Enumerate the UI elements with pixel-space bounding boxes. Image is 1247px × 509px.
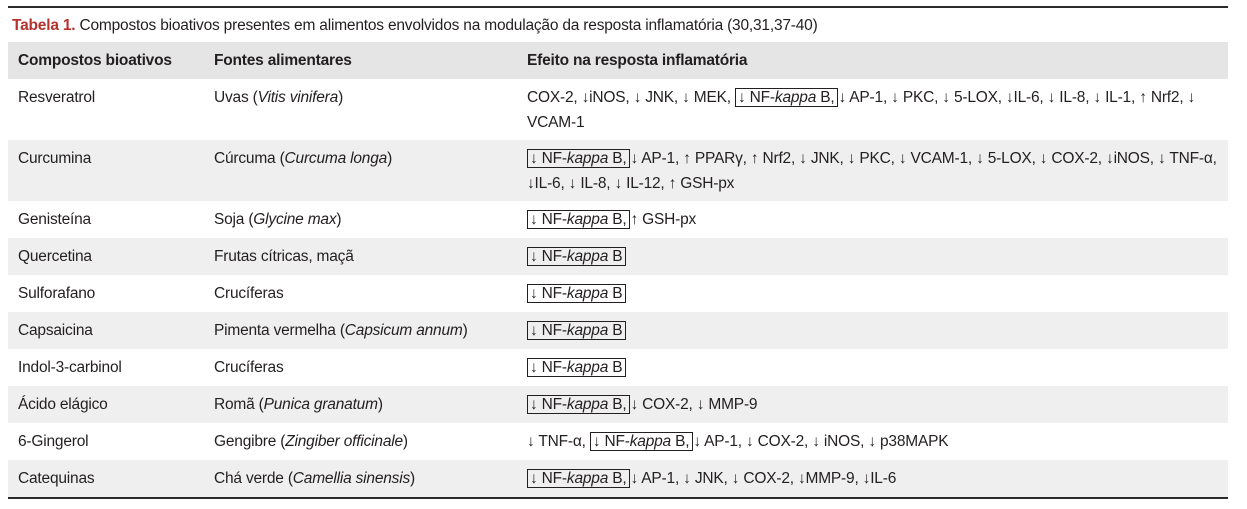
effect-cell — [517, 201, 1228, 238]
effect-cell — [517, 140, 1228, 201]
nf-arrow: ↓ NF- — [530, 396, 567, 413]
nf-kappa: kappa — [566, 322, 609, 339]
compound-cell: Capsaicina — [18, 322, 93, 339]
nf-b: B, — [670, 433, 690, 450]
compound-cell: Ácido elágico — [18, 396, 108, 413]
nf-b: B, — [608, 150, 627, 167]
nf-kappa-b-box — [735, 88, 838, 107]
nf-arrow: ↓ NF- — [530, 211, 567, 228]
source-close: ) — [402, 433, 408, 450]
nf-kappa: kappa — [566, 285, 609, 302]
effect-cell — [517, 312, 1228, 349]
nf-kappa-b-box — [527, 210, 630, 229]
compounds-table — [8, 42, 1228, 499]
effect-cell — [517, 238, 1228, 275]
nf-kappa-b-box — [590, 432, 693, 451]
nf-kappa: kappa — [566, 248, 609, 265]
effect-post: ↑ GSH-px — [630, 211, 697, 228]
source-text: Uvas ( — [214, 89, 258, 106]
nf-kappa-b-box — [527, 149, 630, 168]
nf-kappa: kappa — [774, 89, 817, 106]
source-species: Vitis vinifera — [257, 89, 339, 106]
table-row — [8, 275, 1228, 312]
nf-arrow: ↓ NF- — [530, 322, 567, 339]
table-row — [8, 140, 1228, 201]
table-header-row — [8, 42, 1228, 79]
source-cell — [204, 460, 517, 498]
compound-cell: Quercetina — [18, 248, 92, 265]
source-cell — [204, 201, 517, 238]
compound-cell: 6-Gingerol — [18, 433, 89, 450]
source-cell — [204, 275, 517, 312]
source-text: Chá verde ( — [214, 470, 293, 487]
table-row — [8, 201, 1228, 238]
nf-kappa-b-box — [527, 469, 630, 488]
nf-kappa-b-box — [527, 358, 626, 377]
nf-kappa-b-box — [527, 247, 626, 266]
effect-cell — [517, 423, 1228, 460]
nf-b: B, — [608, 470, 627, 487]
source-text: Frutas cítricas, maçã — [214, 248, 354, 265]
effect-pre: ↓ TNF-α, — [527, 433, 586, 450]
source-species: Capsicum annum — [344, 322, 463, 339]
caption-text: Compostos bioativos presentes em alimentos envolvidos na modulação da resposta inflamatória (30,31,37-40) — [79, 17, 818, 34]
source-close: ) — [336, 211, 342, 228]
effect-post: ↓ COX-2, ↓ MMP-9 — [630, 396, 758, 413]
nf-kappa-b-box — [527, 321, 626, 340]
nf-b: B — [608, 322, 623, 339]
nf-b: B — [608, 359, 623, 376]
caption-label: Tabela 1. — [12, 17, 76, 34]
effect-cell — [517, 386, 1228, 423]
nf-b: B, — [608, 211, 627, 228]
effect-cell — [517, 79, 1228, 140]
top-rule — [8, 6, 1228, 8]
source-cell — [204, 423, 517, 460]
effect-post: ↓ AP-1, ↓ COX-2, ↓ iNOS, ↓ p38MAPK — [693, 433, 949, 450]
nf-kappa: kappa — [629, 433, 671, 450]
effect-pre: COX-2, ↓iNOS, ↓ JNK, ↓ MEK, — [527, 89, 731, 106]
compound-cell: Indol-3-carbinol — [18, 359, 122, 376]
effect-cell — [517, 349, 1228, 386]
source-cell — [204, 312, 517, 349]
nf-arrow: ↓ NF- — [530, 150, 567, 167]
header-sources: Fontes alimentares — [214, 51, 352, 69]
table-row — [8, 423, 1228, 460]
source-species: Curcuma longa — [284, 150, 388, 167]
nf-kappa: kappa — [566, 396, 609, 413]
source-cell — [204, 349, 517, 386]
source-close: ) — [387, 150, 393, 167]
nf-arrow: ↓ NF- — [530, 359, 567, 376]
table-caption — [12, 14, 818, 38]
nf-kappa-b-box — [527, 395, 630, 414]
compound-cell: Sulforafano — [18, 285, 96, 302]
table-row — [8, 79, 1228, 140]
source-text: Pimenta vermelha ( — [214, 322, 345, 339]
source-close: ) — [377, 396, 383, 413]
nf-b: B, — [816, 89, 835, 106]
nf-arrow: ↓ NF- — [530, 248, 567, 265]
compound-cell: Resveratrol — [18, 89, 96, 106]
table-row — [8, 460, 1228, 498]
table-body — [8, 79, 1228, 498]
nf-arrow: ↓ NF- — [530, 285, 567, 302]
nf-b: B — [608, 285, 623, 302]
table-row — [8, 386, 1228, 423]
nf-kappa: kappa — [566, 150, 609, 167]
nf-kappa-b-box — [527, 284, 626, 303]
compound-cell: Genisteína — [18, 211, 91, 228]
effect-post: ↓ AP-1, ↓ PKC, ↓ 5-LOX, ↓IL-6, ↓ IL-8, ↓ IL-1, ↑ Nrf2, ↓ VCAM-1 — [527, 89, 1196, 131]
effect-cell — [517, 275, 1228, 312]
source-text: Romã ( — [214, 396, 264, 413]
table-row — [8, 349, 1228, 386]
effect-cell — [517, 460, 1228, 498]
source-cell — [204, 238, 517, 275]
table-row — [8, 312, 1228, 349]
source-text: Crucíferas — [214, 359, 284, 376]
source-text: Gengibre ( — [214, 433, 286, 450]
table-row — [8, 238, 1228, 275]
effect-post: ↓ AP-1, ↓ JNK, ↓ COX-2, ↓MMP-9, ↓IL-6 — [630, 470, 897, 487]
nf-b: B — [608, 248, 623, 265]
nf-arrow: ↓ NF- — [530, 470, 567, 487]
effect-post: ↓ AP-1, ↑ PPARγ, ↑ Nrf2, ↓ JNK, ↓ PKC, ↓ VCAM-1, ↓ 5-LOX, ↓ COX-2, ↓iNOS, ↓ TNF-α, ↓IL-6, ↓ IL-8, ↓ IL-12, ↑ GSH-px — [527, 150, 1217, 192]
nf-arrow: ↓ NF- — [738, 89, 775, 106]
source-cell — [204, 386, 517, 423]
source-species: Glycine max — [253, 211, 337, 228]
source-text: Crucíferas — [214, 285, 284, 302]
source-species: Zingiber officinale — [285, 433, 403, 450]
source-close: ) — [462, 322, 468, 339]
source-text: Soja ( — [214, 211, 254, 228]
nf-b: B, — [608, 396, 627, 413]
source-species: Camellia sinensis — [292, 470, 410, 487]
nf-arrow: ↓ NF- — [592, 433, 630, 450]
source-cell — [204, 79, 517, 140]
nf-kappa: kappa — [566, 359, 609, 376]
source-cell — [204, 140, 517, 201]
compound-cell: Curcumina — [18, 150, 92, 167]
source-close: ) — [410, 470, 415, 487]
header-compounds: Compostos bioativos — [18, 51, 172, 69]
source-text: Cúrcuma ( — [214, 150, 285, 167]
nf-kappa: kappa — [566, 470, 609, 487]
header-effect: Efeito na resposta inflamatória — [527, 51, 748, 69]
source-close: ) — [338, 89, 344, 106]
compound-cell: Catequinas — [8, 460, 204, 498]
nf-kappa: kappa — [566, 211, 609, 228]
source-species: Punica granatum — [263, 396, 378, 413]
